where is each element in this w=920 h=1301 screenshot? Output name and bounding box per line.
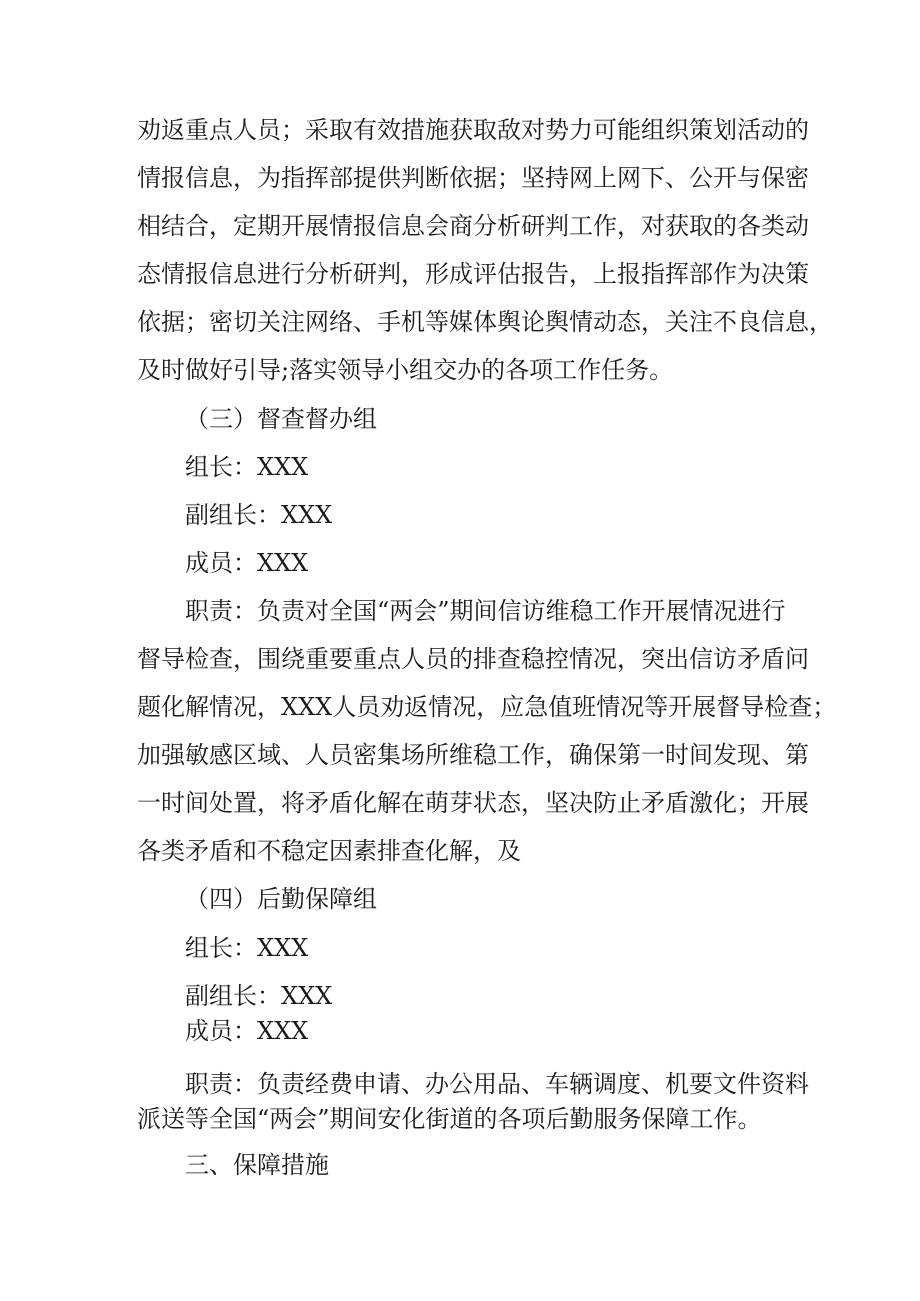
member-line: 组长：XXX	[185, 453, 309, 481]
section-heading-supervision: （三）督查督办组	[185, 405, 377, 433]
body-line: 职责：负责经费申请、办公用品、车辆调度、机要文件资料	[185, 1070, 809, 1098]
body-line: 题化解情况，XXX人员劝返情况，应急值班情况等开展督导检查；	[137, 693, 837, 721]
member-line: 成员：XXX	[185, 549, 309, 577]
body-line: 督导检查，围绕重要重点人员的排查稳控情况，突出信访矛盾问	[137, 645, 809, 673]
body-line: 各类矛盾和不稳定因素排查化解，及	[137, 837, 521, 865]
section-heading-logistics: （四）后勤保障组	[185, 885, 377, 913]
member-line: 副组长：XXX	[185, 501, 333, 529]
body-line: 劝返重点人员；采取有效措施获取敌对势力可能组织策划活动的	[137, 116, 809, 144]
body-line: 及时做好引导;落实领导小组交办的各项工作任务。	[137, 356, 674, 384]
body-line: 加强敏感区域、人员密集场所维稳工作，确保第一时间发现、第	[137, 741, 809, 769]
body-line: 态情报信息进行分析研判，形成评估报告，上报指挥部作为决策	[137, 260, 809, 288]
body-line: 一时间处置，将矛盾化解在萌芽状态，坚决防止矛盾激化；开展	[137, 789, 809, 817]
member-line: 组长：XXX	[185, 934, 309, 962]
body-line: 职责：负责对全国“两会”期间信访维稳工作开展情况进行	[185, 597, 786, 625]
section-heading-safeguards: 三、保障措施	[185, 1151, 329, 1179]
member-line: 成员：XXX	[185, 1017, 309, 1045]
member-line: 副组长：XXX	[185, 982, 333, 1010]
body-line: 相结合，定期开展情报信息会商分析研判工作，对获取的各类动	[137, 212, 809, 240]
body-line: 依据；密切关注网络、手机等媒体舆论舆情动态，关注不良信息，	[137, 308, 833, 336]
body-line: 情报信息，为指挥部提供判断依据；坚持网上网下、公开与保密	[137, 164, 809, 192]
body-line: 派送等全国“两会”期间安化街道的各项后勤服务保障工作。	[137, 1105, 762, 1133]
